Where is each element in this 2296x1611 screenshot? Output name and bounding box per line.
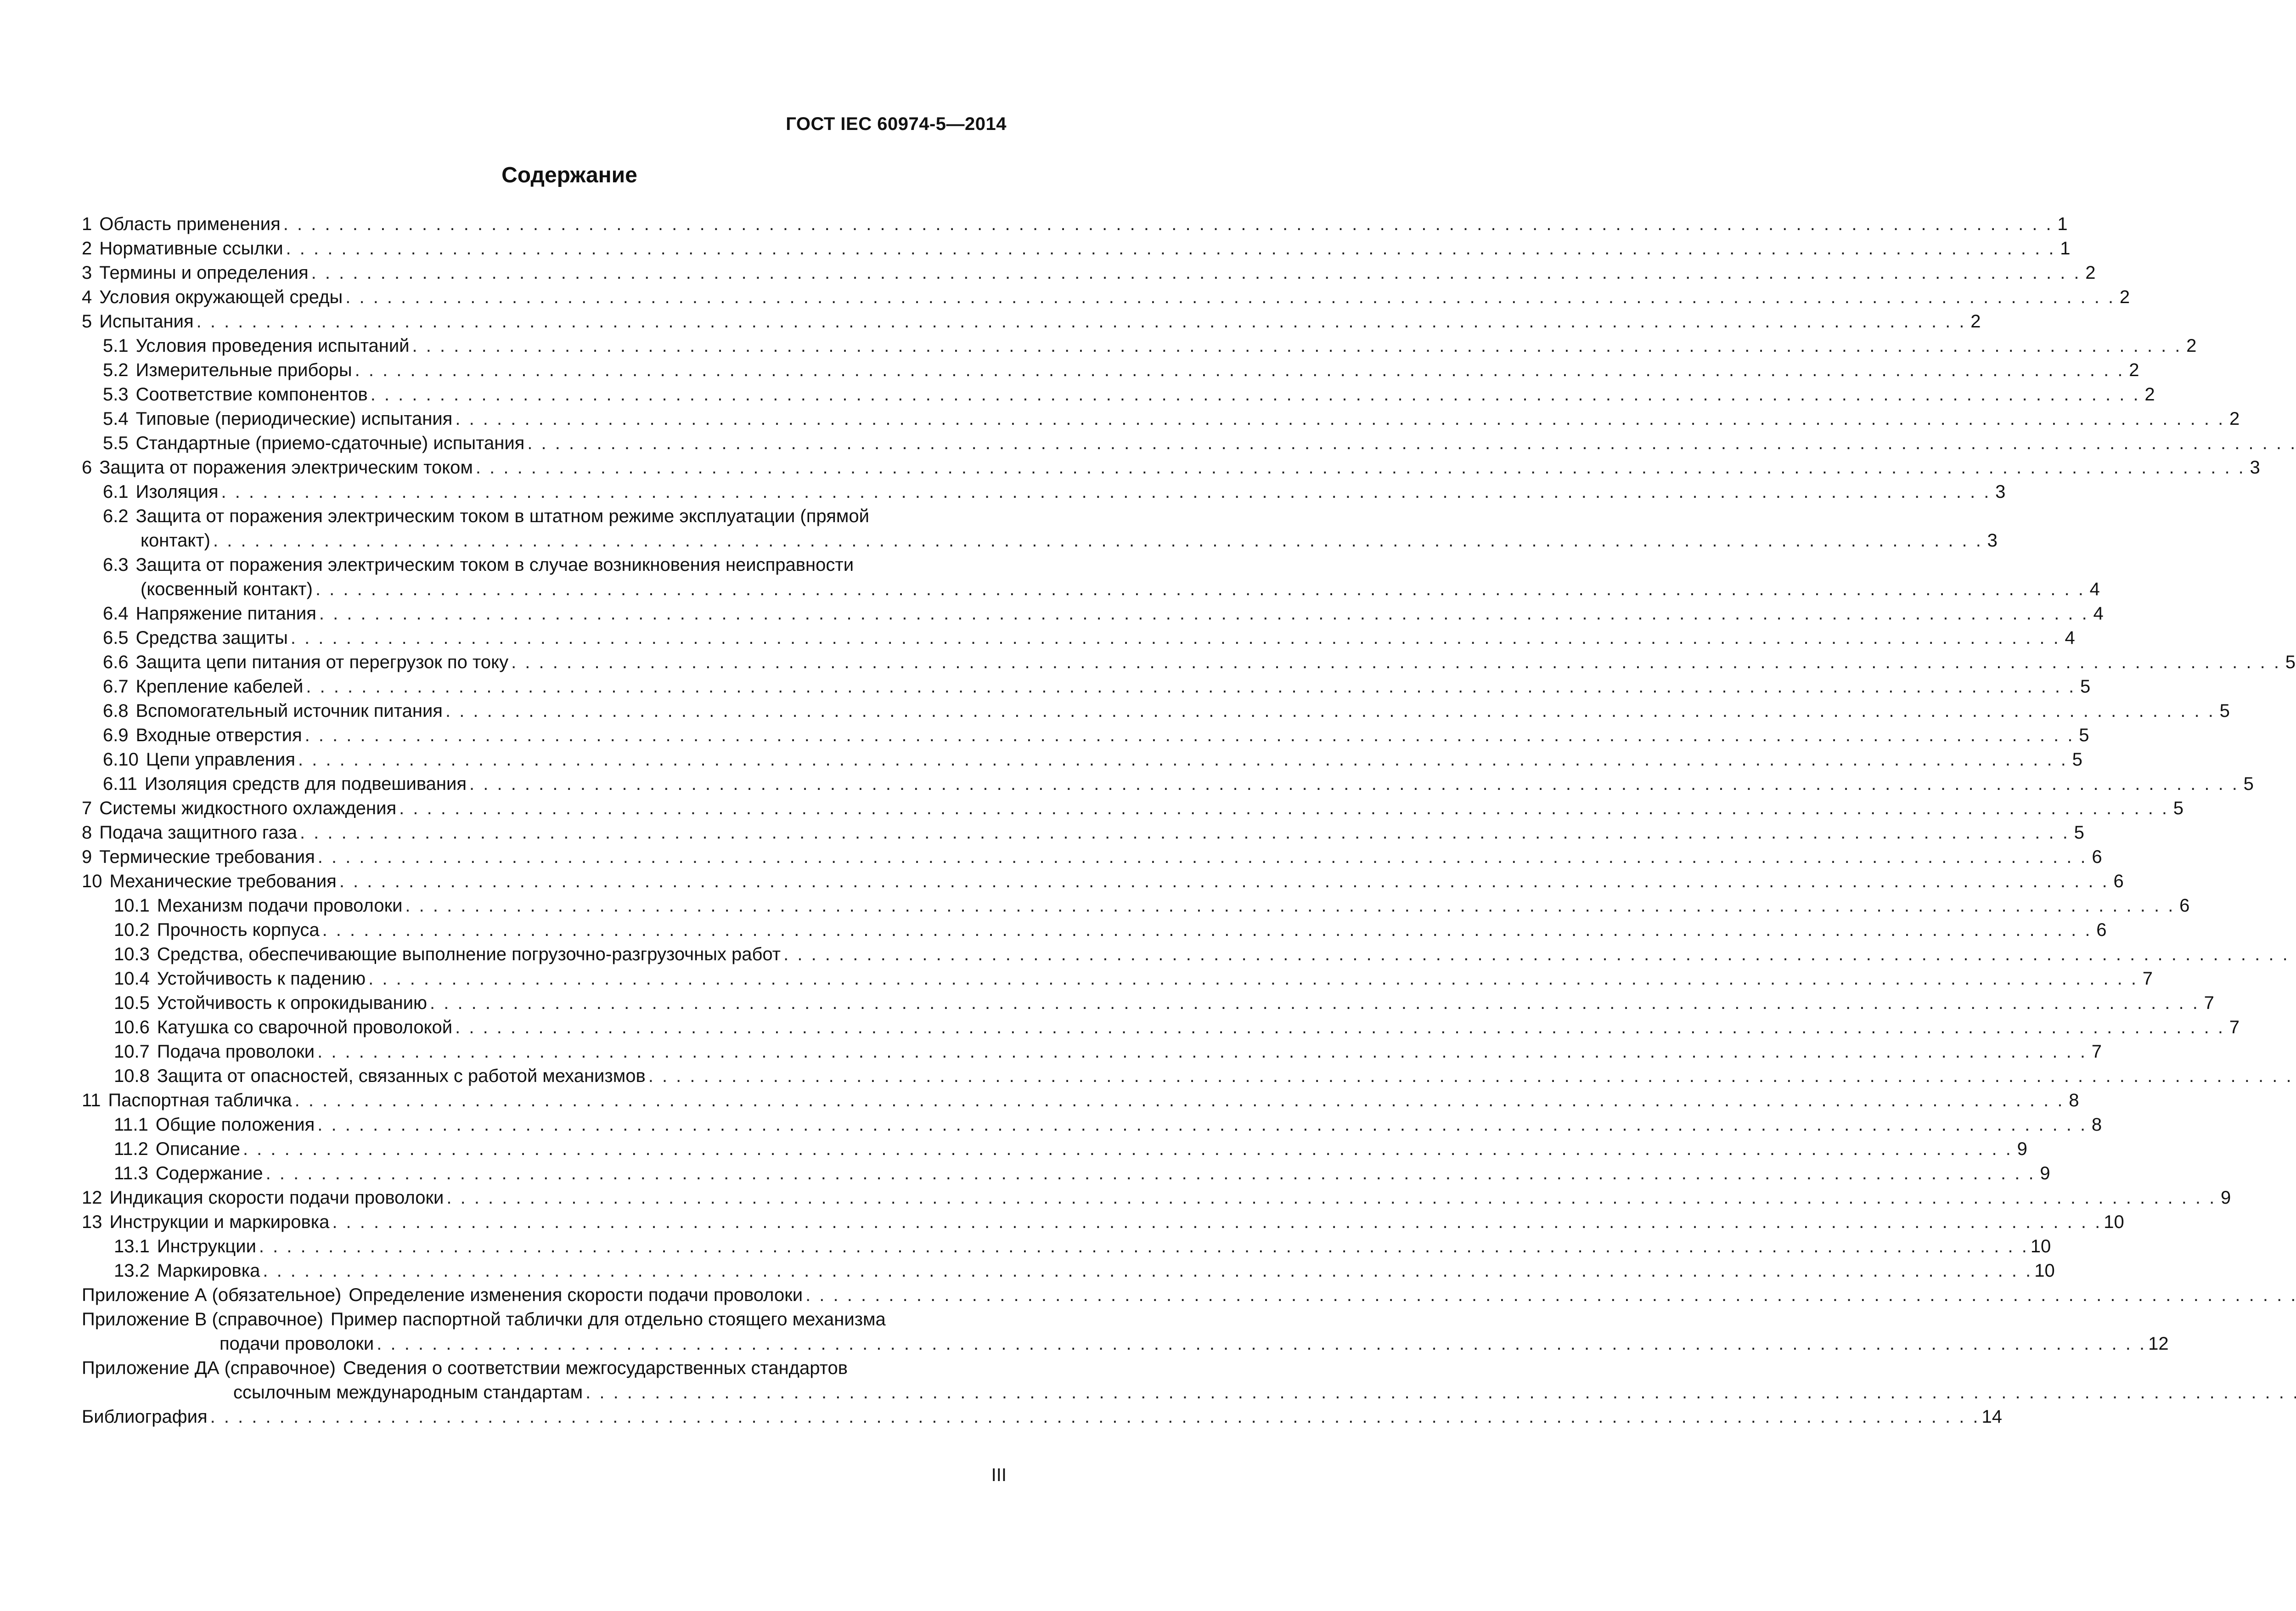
- toc-entry-title: Цепи управления: [146, 749, 295, 770]
- toc-entry-page: 10: [2104, 1212, 2124, 1232]
- toc-entry-number: 8: [82, 822, 92, 843]
- toc-entry[interactable]: [82, 699, 2230, 723]
- toc-entry[interactable]: [82, 1186, 2231, 1210]
- leader-dots: [355, 358, 2125, 383]
- toc-entry-title: Типовые (периодические) испытания: [135, 409, 453, 429]
- toc-entry-page: 2: [2129, 360, 2139, 380]
- leader-dots: [263, 1259, 2032, 1283]
- toc-entry-page: 5: [2074, 822, 2084, 843]
- leader-dots: [430, 991, 2200, 1015]
- leader-dots: [317, 1113, 2087, 1137]
- toc-entry[interactable]: [82, 1015, 2240, 1040]
- leader-dots: [585, 1380, 2296, 1405]
- leader-dots: [243, 1137, 2013, 1161]
- toc-entry-page: 2: [2119, 287, 2130, 307]
- toc-entry-title: Защита от поражения электрическим током в штатном режиме эксплуатации (прямой: [135, 506, 869, 526]
- toc-entry-title: Условия окружающей среды: [99, 287, 343, 307]
- toc-entry[interactable]: [82, 845, 2102, 869]
- leader-dots: [455, 407, 2225, 431]
- leader-dots: [805, 1283, 2296, 1307]
- leader-dots: [221, 480, 1991, 504]
- toc-entry-title: Маркировка: [157, 1261, 260, 1281]
- toc-entry-number: 5.1: [103, 336, 129, 356]
- toc-entry-title: Механические требования: [109, 871, 337, 891]
- toc-entry[interactable]: [82, 237, 2071, 261]
- toc-entry-title: Общие положения: [155, 1115, 315, 1135]
- leader-dots: [259, 1234, 2029, 1259]
- page-number: III: [991, 1465, 1007, 1485]
- toc-entry[interactable]: [82, 748, 2082, 772]
- toc-entry-title: Системы жидкостного охлаждения: [99, 798, 397, 818]
- toc-entry-number: 3: [82, 263, 92, 283]
- document-id: ГОСТ IEC 60974-5—2014: [786, 114, 1007, 134]
- toc-entry-title: Механизм подачи проволоки: [157, 896, 403, 916]
- toc-entry-number: 6.4: [103, 603, 129, 624]
- toc-entry[interactable]: [82, 1040, 2102, 1064]
- leader-dots: [213, 529, 1983, 553]
- leader-dots: [648, 1064, 2296, 1088]
- toc-entry-page: 2: [1970, 311, 1981, 332]
- leader-dots: [315, 577, 2085, 602]
- toc-entry-title: Нормативные ссылки: [99, 238, 283, 259]
- toc-entry-number: 6.10: [103, 749, 139, 770]
- toc-entry-page: 1: [2060, 238, 2071, 259]
- toc-entry-title: Напряжение питания: [135, 603, 316, 624]
- toc-entry-number: 13.1: [114, 1236, 150, 1256]
- toc-entry[interactable]: [82, 942, 1007, 967]
- toc-entry[interactable]: [82, 821, 2084, 845]
- toc-entry-appendix[interactable]: [82, 1283, 1007, 1307]
- toc-entry-page: 12: [2148, 1334, 2169, 1354]
- table-of-contents: [82, 212, 2296, 1429]
- toc-entry-number: 5.3: [103, 384, 129, 405]
- toc-entry-title: Защита цепи питания от перегрузок по току: [135, 652, 509, 672]
- toc-entry-page: 5: [2173, 798, 2184, 818]
- toc-entry[interactable]: [82, 894, 2190, 918]
- toc-entry[interactable]: [82, 431, 1007, 456]
- toc-entry-page: 5: [2243, 774, 2254, 794]
- toc-entry-number: 11: [82, 1090, 101, 1110]
- leader-dots: [298, 748, 2068, 772]
- toc-entry-title: Защита от поражения электрическим током: [99, 457, 473, 478]
- toc-entry-number: 11.1: [114, 1115, 148, 1135]
- leader-dots: [371, 383, 2140, 407]
- leader-dots: [399, 796, 2169, 821]
- toc-entry-number: 5.2: [103, 360, 129, 380]
- toc-entry-number: 13.2: [114, 1261, 150, 1281]
- toc-entry-number: Приложение ДА (справочное): [82, 1358, 336, 1378]
- toc-entry-page: 7: [2204, 993, 2214, 1013]
- toc-entry-page: 3: [1995, 482, 2006, 502]
- leader-dots: [300, 821, 2070, 845]
- toc-entry[interactable]: [82, 553, 2100, 602]
- toc-entry-title: Определение изменения скорости подачи проволоки: [349, 1285, 803, 1305]
- toc-entry-page: 14: [1981, 1407, 2003, 1427]
- toc-entry-title: Термины и определения: [99, 263, 309, 283]
- toc-entry[interactable]: [82, 1259, 2055, 1283]
- toc-entry-page: 3: [2250, 457, 2260, 478]
- toc-entry-number: Приложение В (справочное): [82, 1309, 323, 1329]
- toc-entry[interactable]: [82, 504, 1998, 553]
- toc-entry[interactable]: [82, 456, 2260, 480]
- leader-dots: [469, 772, 2239, 796]
- toc-entry[interactable]: [82, 723, 2089, 748]
- toc-entry-number: 9: [82, 847, 92, 867]
- toc-entry-page: 5: [2072, 749, 2082, 770]
- leader-dots: [476, 456, 2245, 480]
- leader-dots: [511, 650, 2281, 675]
- leader-dots: [318, 845, 2088, 869]
- toc-entry[interactable]: [82, 650, 2296, 675]
- toc-entry[interactable]: [82, 285, 2130, 310]
- toc-entry-title: Подача защитного газа: [99, 822, 297, 843]
- toc-entry-page: 9: [2017, 1139, 2027, 1159]
- toc-entry-page: 8: [2069, 1090, 2079, 1110]
- toc-entry-title: Пример паспортной таблички для отдельно стоящего механизма: [330, 1309, 886, 1329]
- toc-entry-page: 8: [2091, 1115, 2102, 1135]
- leader-dots: [197, 310, 1966, 334]
- toc-entry-number: 13: [82, 1212, 102, 1232]
- toc-entry[interactable]: [82, 1088, 2079, 1113]
- toc-entry-number: 5.5: [103, 433, 129, 453]
- toc-entry-number: 6.6: [103, 652, 129, 672]
- toc-entry-title: Сведения о соответствии межгосударственных стандартов: [343, 1358, 848, 1378]
- toc-entry-title: Изоляция средств для подвешивания: [144, 774, 467, 794]
- toc-entry-title: Защита от поражения электрическим током в случае возникновения неисправности: [135, 555, 854, 575]
- toc-entry-number: 10.5: [114, 993, 150, 1013]
- toc-entry-title: Инструкции и маркировка: [109, 1212, 330, 1232]
- toc-entry[interactable]: [82, 310, 1981, 334]
- toc-entry[interactable]: [82, 407, 2240, 431]
- toc-entry-number: 6.9: [103, 725, 129, 745]
- toc-entry[interactable]: [82, 383, 2155, 407]
- leader-dots: [455, 1015, 2225, 1040]
- leader-dots: [311, 261, 2081, 285]
- toc-entry-number: 1: [82, 214, 92, 234]
- leader-dots: [306, 675, 2076, 699]
- toc-entry-title: Подача проволоки: [157, 1042, 315, 1062]
- toc-entry[interactable]: [82, 261, 2096, 285]
- leader-dots: [210, 1405, 1980, 1429]
- leader-dots: [368, 967, 2138, 991]
- toc-entry-title: Катушка со сварочной проволокой: [157, 1017, 453, 1037]
- toc-entry-title: Область применения: [99, 214, 281, 234]
- toc-entry[interactable]: [82, 869, 2124, 894]
- toc-entry-page: 5: [2079, 725, 2089, 745]
- toc-entry[interactable]: [82, 480, 2006, 504]
- toc-entry-title: Крепление кабелей: [135, 676, 304, 697]
- toc-entry[interactable]: [82, 334, 2197, 358]
- toc-entry-page: 3: [1987, 530, 1998, 551]
- toc-entry-number: 5: [82, 311, 92, 332]
- toc-entry-page: 6: [2092, 847, 2102, 867]
- toc-entry-number: 2: [82, 238, 92, 259]
- leader-dots: [405, 894, 2175, 918]
- toc-entry-page: 9: [2040, 1163, 2050, 1183]
- toc-entry-number: 10.4: [114, 969, 150, 989]
- toc-entry-title: Индикация скорости подачи проволоки: [109, 1188, 444, 1208]
- toc-entry-page: 5: [2080, 676, 2091, 697]
- toc-entry-title: Термические требования: [99, 847, 315, 867]
- toc-entry-title-continuation: ссылочным международным стандартам: [233, 1382, 583, 1403]
- leader-dots: [291, 626, 2060, 650]
- toc-entry-page: 4: [2093, 603, 2104, 624]
- leader-dots: [286, 237, 2056, 261]
- toc-entry[interactable]: [82, 675, 2091, 699]
- toc-entry-title: Соответствие компонентов: [135, 384, 368, 405]
- toc-entry-number: 11.2: [114, 1139, 148, 1159]
- toc-entry-number: 5.4: [103, 409, 129, 429]
- toc-entry-title: Испытания: [99, 311, 194, 332]
- toc-entry-number: 6.5: [103, 628, 129, 648]
- toc-entry-number: 4: [82, 287, 92, 307]
- toc-title: Содержание: [501, 163, 637, 187]
- leader-dots: [283, 212, 2053, 237]
- toc-entry[interactable]: [82, 991, 2214, 1015]
- toc-entry-page: 10: [2034, 1261, 2055, 1281]
- toc-entry-number: 6: [82, 457, 92, 478]
- toc-entry-number: 7: [82, 798, 92, 818]
- toc-entry-number: 10.7: [114, 1042, 150, 1062]
- toc-entry[interactable]: [82, 358, 2139, 383]
- toc-entry-title-continuation: (косвенный контакт): [141, 579, 313, 599]
- toc-entry-title-continuation: контакт): [141, 530, 210, 551]
- toc-entry-title: Устойчивость к опрокидыванию: [157, 993, 427, 1013]
- toc-entry-page: 7: [2091, 1042, 2102, 1062]
- leader-dots: [377, 1332, 2146, 1356]
- toc-entry-title: Содержание: [155, 1163, 263, 1183]
- toc-entry[interactable]: [82, 796, 2184, 821]
- leader-dots: [295, 1088, 2065, 1113]
- toc-entry-page: 5: [2285, 652, 2296, 672]
- leader-dots: [305, 723, 2075, 748]
- toc-entry-number: 6.8: [103, 701, 129, 721]
- leader-dots: [412, 334, 2182, 358]
- toc-entry[interactable]: [82, 626, 2075, 650]
- leader-dots: [783, 942, 2296, 967]
- toc-entry[interactable]: [82, 1210, 2124, 1234]
- toc-entry-page: 10: [2030, 1236, 2051, 1256]
- toc-entry-appendix[interactable]: [82, 1307, 2169, 1356]
- leader-dots: [527, 431, 2296, 456]
- toc-entry-number: 6.2: [103, 506, 129, 526]
- leader-dots: [266, 1161, 2036, 1186]
- leader-dots: [339, 869, 2109, 894]
- toc-entry-page: 7: [2142, 969, 2153, 989]
- toc-entry[interactable]: [82, 1064, 1007, 1088]
- leader-dots: [322, 918, 2092, 942]
- toc-entry[interactable]: [82, 918, 2107, 942]
- toc-entry-page: 6: [2096, 920, 2107, 940]
- toc-entry-title: Средства защиты: [135, 628, 288, 648]
- leader-dots: [345, 285, 2115, 310]
- toc-entry-title: Измерительные приборы: [135, 360, 352, 380]
- toc-entry-title-continuation: подачи проволоки: [219, 1334, 374, 1354]
- toc-entry-number: 10.8: [114, 1066, 150, 1086]
- toc-entry-number: 6.3: [103, 555, 129, 575]
- toc-entry-number: 6.11: [103, 774, 137, 794]
- toc-entry[interactable]: [82, 1113, 2102, 1137]
- leader-dots: [445, 699, 2215, 723]
- toc-entry[interactable]: [82, 1161, 2050, 1186]
- toc-entry-title: Описание: [155, 1139, 240, 1159]
- toc-entry-title: Библиография: [82, 1407, 208, 1427]
- toc-entry-title: Условия проведения испытаний: [135, 336, 410, 356]
- leader-dots: [446, 1186, 2216, 1210]
- toc-entry-title: Изоляция: [135, 482, 219, 502]
- toc-entry-title: Прочность корпуса: [157, 920, 320, 940]
- toc-entry-page: 4: [2065, 628, 2075, 648]
- toc-entry-title: Стандартные (приемо-сдаточные) испытания: [135, 433, 525, 453]
- toc-entry-appendix[interactable]: [82, 1356, 1007, 1405]
- toc-entry-title: Инструкции: [157, 1236, 256, 1256]
- toc-entry-number: 10: [82, 871, 102, 891]
- toc-entry-page: 5: [2219, 701, 2230, 721]
- toc-entry-title: Паспортная табличка: [108, 1090, 292, 1110]
- toc-entry-number: 12: [82, 1188, 102, 1208]
- toc-entry-number: 10.6: [114, 1017, 150, 1037]
- toc-entry-page: 6: [2113, 871, 2124, 891]
- toc-entry-title: Вспомогательный источник питания: [135, 701, 443, 721]
- toc-entry-page: 2: [2186, 336, 2197, 356]
- toc-entry[interactable]: [82, 772, 2254, 796]
- toc-entry-number: 6.1: [103, 482, 129, 502]
- toc-entry-page: 2: [2229, 409, 2240, 429]
- toc-entry-bibliography[interactable]: [82, 1405, 2003, 1429]
- toc-entry-number: 6.7: [103, 676, 129, 697]
- toc-entry-page: 1: [2057, 214, 2068, 234]
- toc-entry-number: Приложение А (обязательное): [82, 1285, 342, 1305]
- toc-entry[interactable]: [82, 602, 2104, 626]
- leader-dots: [317, 1040, 2087, 1064]
- toc-entry-page: 9: [2221, 1188, 2231, 1208]
- toc-entry-number: 10.1: [114, 896, 150, 916]
- toc-entry[interactable]: [82, 1234, 2051, 1259]
- toc-entry-page: 6: [2179, 896, 2190, 916]
- toc-entry[interactable]: [82, 212, 2068, 237]
- toc-entry-title: Защита от опасностей, связанных с работой механизмов: [157, 1066, 646, 1086]
- toc-entry[interactable]: [82, 1137, 2027, 1161]
- toc-entry-number: 10.2: [114, 920, 150, 940]
- toc-entry-page: 7: [2229, 1017, 2240, 1037]
- toc-entry-page: 2: [2085, 263, 2096, 283]
- toc-entry-title: Средства, обеспечивающие выполнение погрузочно-разгрузочных работ: [157, 944, 781, 964]
- toc-entry-page: 4: [2089, 579, 2100, 599]
- toc-entry[interactable]: [82, 967, 2153, 991]
- toc-entry-number: 11.3: [114, 1163, 148, 1183]
- toc-entry-title: Устойчивость к падению: [157, 969, 366, 989]
- toc-entry-number: 10.3: [114, 944, 150, 964]
- toc-entry-title: Входные отверстия: [135, 725, 302, 745]
- leader-dots: [319, 602, 2089, 626]
- toc-entry-page: 2: [2144, 384, 2155, 405]
- leader-dots: [332, 1210, 2102, 1234]
